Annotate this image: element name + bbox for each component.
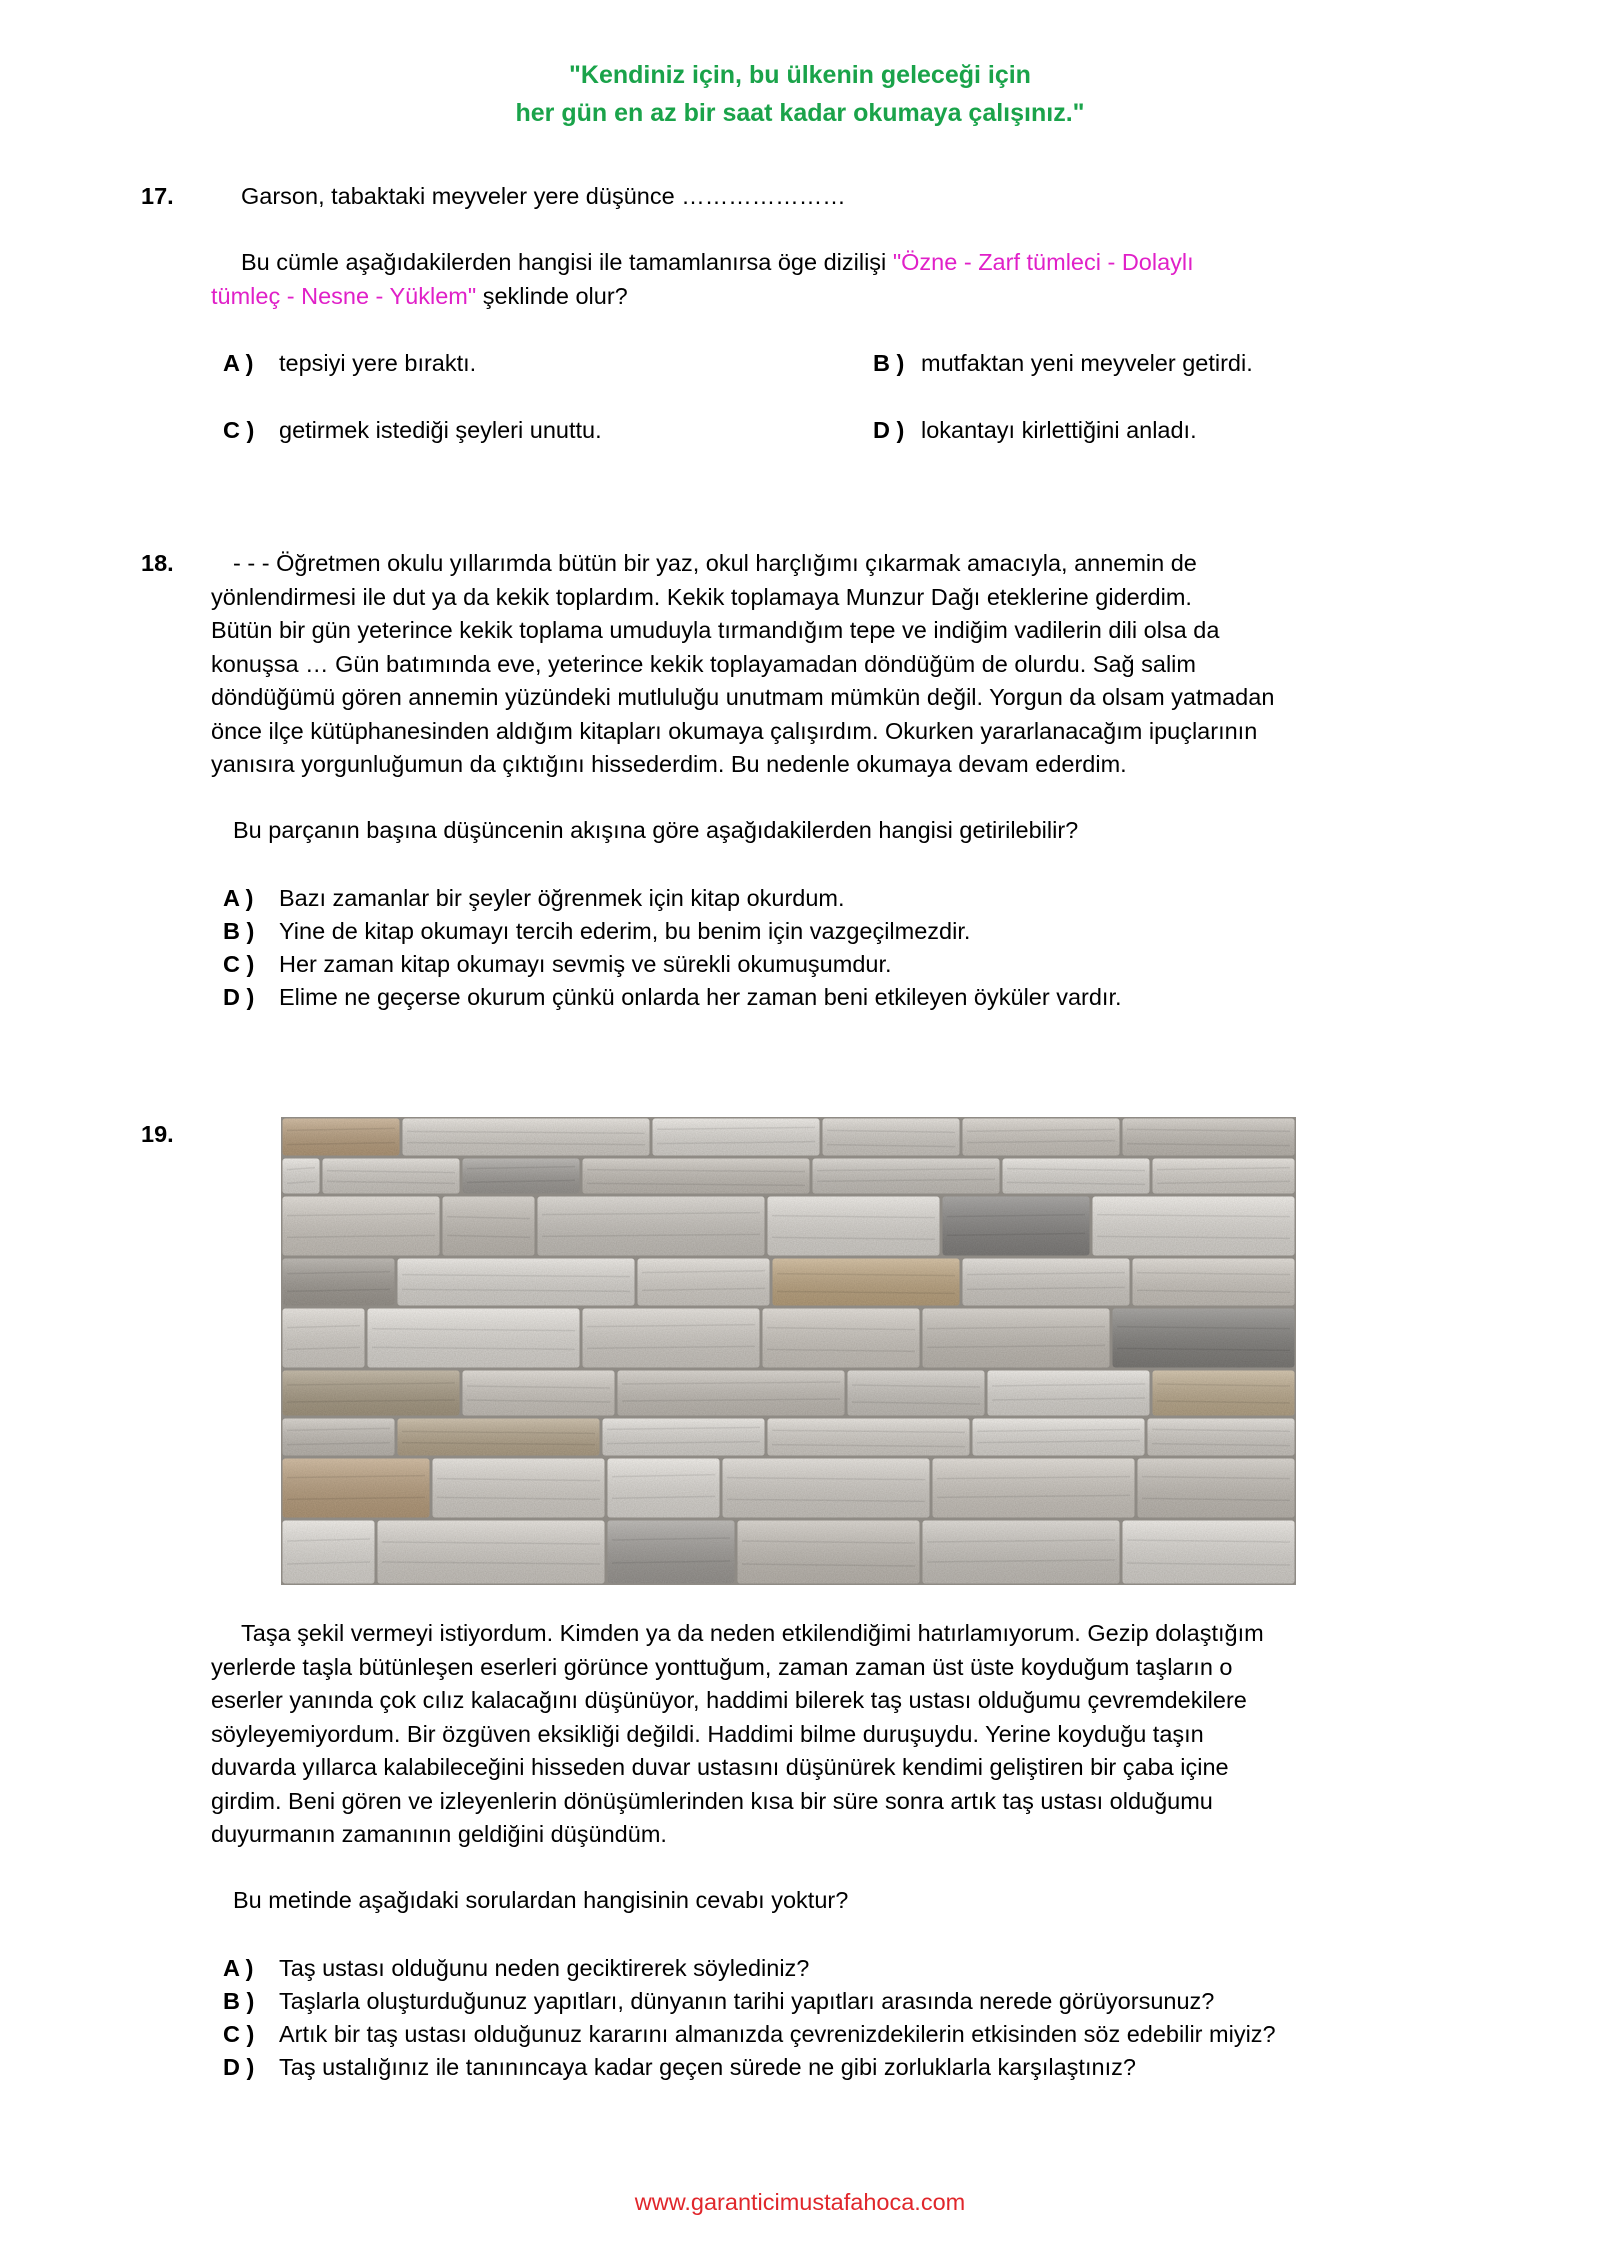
- option-label: C ): [223, 2021, 255, 2047]
- option-label: A ): [223, 1955, 254, 1981]
- stone-block-shade: [773, 1259, 960, 1306]
- option-text: lokantayı kirlettiğini anladı.: [921, 417, 1197, 443]
- stone-block-shade: [608, 1521, 735, 1584]
- stone-block-shade: [443, 1197, 535, 1256]
- footer-website-link[interactable]: www.garanticimustafahoca.com: [634, 2189, 966, 2215]
- stone-block-shade: [653, 1119, 820, 1156]
- option-text: tepsiyi yere bıraktı.: [279, 350, 477, 376]
- passage-line: eserler yanında çok cılız kalacağını düşünüyor, haddimi bilerek taş ustası olduğumu çevremdekilere: [211, 1687, 1247, 1713]
- question-19-prompt: Bu metinde aşağıdaki sorulardan hangisinin cevabı yoktur?: [233, 1887, 849, 1913]
- option-text: Her zaman kitap okumayı sevmiş ve sürekli okumuşumdur.: [279, 951, 892, 977]
- motto-line-2: her gün en az bir saat kadar okumaya çalışınız.": [515, 99, 1085, 127]
- stone-block-shade: [963, 1119, 1120, 1156]
- option-label: C ): [223, 417, 255, 443]
- stone-block-shade: [398, 1259, 635, 1306]
- passage-line: yerlerde taşla bütünleşen eserleri görünce yonttuğum, zaman zaman üst üste koyduğum taşların o: [211, 1653, 1233, 1680]
- option-text: Taş ustası olduğunu neden geciktirerek söylediniz?: [279, 1955, 810, 1981]
- option-label: B ): [223, 1988, 255, 2014]
- stone-block-shade: [823, 1119, 960, 1156]
- stone-block-shade: [323, 1159, 460, 1194]
- stone-block-shade: [1148, 1419, 1295, 1456]
- stone-block-shade: [1123, 1521, 1295, 1584]
- stone-block-shade: [283, 1159, 320, 1194]
- stone-block-shade: [283, 1309, 365, 1368]
- option-label: B ): [873, 350, 905, 376]
- stone-block-shade: [763, 1309, 920, 1368]
- passage-line: önce ilçe kütüphanesinden aldığım kitapları okumaya çalışırdım. Okurken yararlanacağım ipuçlarının: [211, 717, 1258, 744]
- prompt-highlight: "Özne - Zarf tümleci - Dolaylı: [892, 249, 1194, 275]
- stone-block-shade: [848, 1371, 985, 1416]
- question-17-prompt-line-1: Bu cümle aşağıdakilerden hangisi ile tamamlanırsa öge dizilişi "Özne - Zarf tümleci - Dolaylı: [241, 249, 1194, 275]
- option-text: Taşlarla oluşturduğunuz yapıtları, dünyanın tarihi yapıtları arasında nerede görüyorsunuz?: [279, 1988, 1215, 2014]
- option-text: Elime ne geçerse okurum çünkü onlarda her zaman beni etkileyen öyküler vardır.: [279, 984, 1122, 1010]
- option-text: getirmek istediği şeyleri unuttu.: [279, 417, 602, 443]
- stone-block-shade: [283, 1371, 460, 1416]
- passage-line: duvarda yıllarca kalabileceğini hisseden duvar ustasını düşünürek kendimi geliştiren bir çaba içine: [211, 1754, 1229, 1780]
- stone-block-shade: [988, 1371, 1150, 1416]
- question-18-passage: [211, 547, 1451, 782]
- option-label: A ): [223, 885, 254, 911]
- stone-block-shade: [1153, 1159, 1295, 1194]
- question-17-stem: Garson, tabaktaki meyveler yere düşünce …………………: [241, 183, 846, 209]
- stone-block-shade: [283, 1259, 395, 1306]
- stone-wall-illustration: [281, 1117, 1296, 1585]
- question-18-number: 18.: [141, 550, 174, 576]
- passage-line: duyurmanın zamanının geldiğini düşündüm.: [211, 1821, 667, 1847]
- option-label: D ): [223, 2054, 255, 2080]
- stone-block-shade: [603, 1419, 765, 1456]
- stone-block-shade: [963, 1259, 1130, 1306]
- stone-block-shade: [943, 1197, 1090, 1256]
- stone-block-shade: [463, 1159, 580, 1194]
- stone-block-shade: [768, 1419, 970, 1456]
- stone-block-shade: [973, 1419, 1145, 1456]
- option-label: B ): [223, 918, 255, 944]
- stone-block-shade: [738, 1521, 920, 1584]
- stone-block-shade: [403, 1119, 650, 1156]
- stone-block-shade: [283, 1459, 430, 1518]
- stone-block-shade: [583, 1309, 760, 1368]
- stone-block-shade: [923, 1309, 1110, 1368]
- stone-block-shade: [1093, 1197, 1295, 1256]
- stone-block-shade: [723, 1459, 930, 1518]
- stone-block-shade: [583, 1159, 810, 1194]
- stone-block-shade: [538, 1197, 765, 1256]
- option-text: Bazı zamanlar bir şeyler öğrenmek için kitap okurdum.: [279, 885, 845, 911]
- option-text: Taş ustalığınız ile tanınıncaya kadar geçen sürede ne gibi zorluklarla karşılaştınız?: [279, 2054, 1136, 2080]
- passage-line: girdim. Beni gören ve izleyenlerin dönüşümlerinden kısa bir süre sonra artık taş ustası olduğumu: [211, 1787, 1213, 1814]
- stone-block-shade: [283, 1197, 440, 1256]
- stone-block-shade: [618, 1371, 845, 1416]
- stone-wall-photo: [281, 1117, 1296, 1585]
- stone-block-shade: [433, 1459, 605, 1518]
- stone-block-shade: [638, 1259, 770, 1306]
- stone-block-shade: [283, 1419, 395, 1456]
- stone-block-shade: [923, 1521, 1120, 1584]
- stone-block-shade: [283, 1521, 375, 1584]
- stone-block-shade: [1113, 1309, 1295, 1368]
- stone-block-shade: [933, 1459, 1135, 1518]
- passage-line: Taşa şekil vermeyi istiyordum. Kimden ya da neden etkilendiğimi hatırlamıyorum. Gezip dolaştığım: [241, 1620, 1264, 1646]
- motto-line-1: "Kendiniz için, bu ülkenin geleceği için: [569, 61, 1031, 89]
- option-label: D ): [223, 984, 255, 1010]
- header-motto: [0, 56, 1600, 132]
- prompt-highlight: tümleç - Nesne - Yüklem": [211, 282, 477, 309]
- passage-line: döndüğümü gören annemin yüzündeki mutluluğu unutmam mümkün değil. Yorgun da olsam yatmadan: [211, 684, 1275, 710]
- stone-block-shade: [398, 1419, 600, 1456]
- passage-line: yönlendirmesi ile dut ya da kekik toplardım. Kekik toplamaya Munzur Dağı eteklerine giderdim.: [211, 583, 1192, 610]
- passage-line: konuşsa … Gün batımında eve, yeterince kekik toplayamadan döndüğüm de olurdu. Sağ salim: [211, 650, 1196, 677]
- stone-block-shade: [1133, 1259, 1295, 1306]
- stone-block-shade: [378, 1521, 605, 1584]
- question-18-prompt: Bu parçanın başına düşüncenin akışına göre aşağıdakilerden hangisi getirilebilir?: [233, 817, 1079, 843]
- stone-block-shade: [608, 1459, 720, 1518]
- question-19-passage: [211, 1617, 1451, 1852]
- stone-block-shade: [283, 1119, 400, 1156]
- question-17-prompt-line-2: tümleç - Nesne - Yüklem" şeklinde olur?: [211, 282, 628, 309]
- passage-line: yanısıra yorgunluğumun da çıktığını hissederdim. Bu nedenle okumaya devam ederdim.: [211, 751, 1127, 777]
- question-17-number: 17.: [141, 183, 174, 209]
- stone-block-shade: [1123, 1119, 1295, 1156]
- stone-block-shade: [463, 1371, 615, 1416]
- question-17-prompt: [211, 246, 1451, 313]
- stone-block-shade: [768, 1197, 940, 1256]
- passage-line: söyleyemiyordum. Bir özgüven eksikliği değildi. Haddimi bilme duruşuydu. Yerine koyduğu taşın: [211, 1720, 1204, 1747]
- passage-line: - - - Öğretmen okulu yıllarımda bütün bir yaz, okul harçlığımı çıkarmak amacıyla, annemin de: [233, 550, 1197, 576]
- stone-block-shade: [1003, 1159, 1150, 1194]
- stone-block-shade: [368, 1309, 580, 1368]
- stone-block-shade: [1153, 1371, 1295, 1416]
- option-label: D ): [873, 417, 905, 443]
- option-text: Yine de kitap okumayı tercih ederim, bu benim için vazgeçilmezdir.: [279, 918, 971, 944]
- option-label: C ): [223, 951, 255, 977]
- passage-line: Bütün bir gün yeterince kekik toplama umuduyla tırmandığım tepe ve indiğim vadilerin dili olsa da: [211, 617, 1220, 643]
- question-19-number: 19.: [141, 1121, 174, 1147]
- stone-block-shade: [813, 1159, 1000, 1194]
- option-text: mutfaktan yeni meyveler getirdi.: [921, 350, 1253, 376]
- option-text: Artık bir taş ustası olduğunuz kararını almanızda çevrenizdekilerin etkisinden söz edebilir miyiz?: [279, 2021, 1276, 2047]
- option-label: A ): [223, 350, 254, 376]
- stone-block-shade: [1138, 1459, 1295, 1518]
